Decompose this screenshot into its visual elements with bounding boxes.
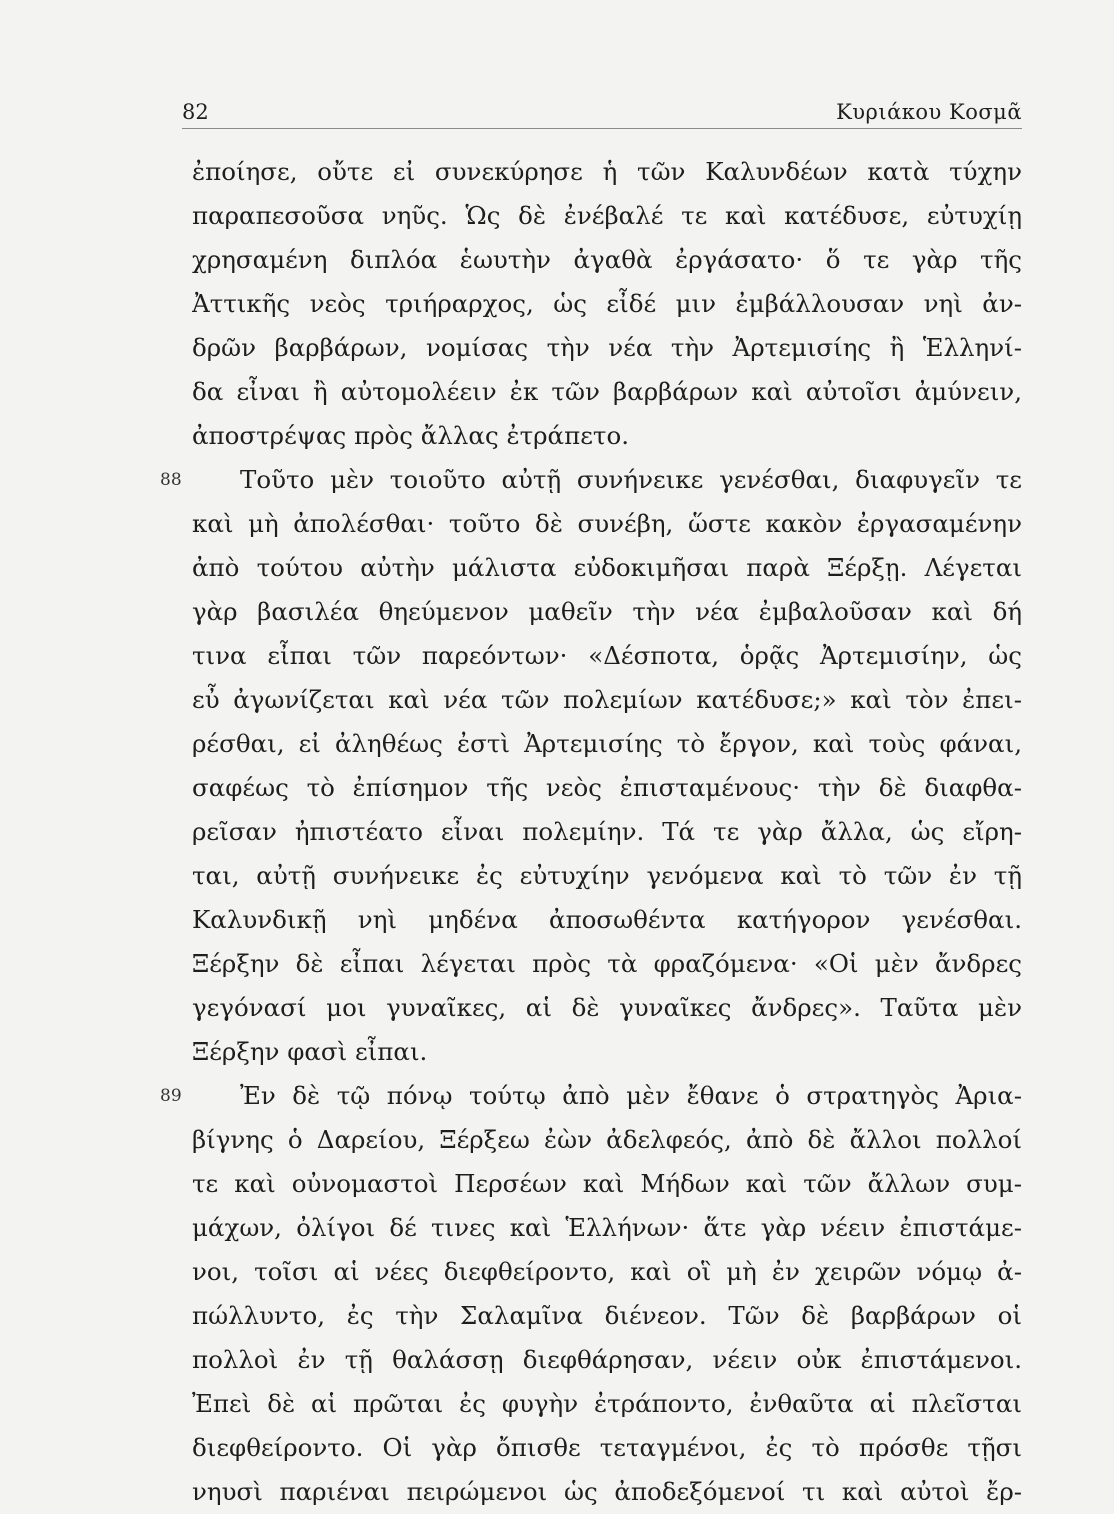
page-number: 82 [182, 100, 209, 124]
section-number: 89 [160, 1086, 182, 1106]
text-line: διεφθείροντο. Οἱ γὰρ ὄπισθε τεταγμένοι, ἐς τὸ πρόσθε τῇσι [192, 1433, 1022, 1462]
text-line: χρησαμένη διπλόα ἑωυτὴν ἀγαθὰ ἐργάσατο· ὅ τε γὰρ τῆς [192, 245, 1022, 274]
text-line: δα εἶναι ἢ αὐτομολέειν ἐκ τῶν βαρβάρων καὶ αὐτοῖσι ἀμύνειν, [192, 377, 1022, 406]
text-line: ἀπὸ τούτου αὐτὴν μάλιστα εὐδοκιμῆσαι παρὰ Ξέρξῃ. Λέγεται [192, 553, 1022, 582]
text-line: Ἐπεὶ δὲ αἱ πρῶται ἐς φυγὴν ἐτράποντο, ἐνθαῦτα αἱ πλεῖσται [192, 1389, 1022, 1418]
text-line: Ἀττικῆς νεὸς τριήραρχος, ὡς εἶδέ μιν ἐμβάλλουσαν νηὶ ἀν- [192, 289, 1022, 318]
text-line: γεγόνασί μοι γυναῖκες, αἱ δὲ γυναῖκες ἄνδρες». Ταῦτα μὲν [192, 993, 1022, 1022]
text-line: Τοῦτο μὲν τοιοῦτο αὐτῇ συνήνεικε γενέσθαι, διαφυγεῖν τε [240, 465, 1022, 494]
text-line: πώλλυντο, ἐς τὴν Σαλαμῖνα διένεον. Τῶν δὲ βαρβάρων οἱ [192, 1301, 1022, 1330]
text-line: καὶ μὴ ἀπολέσθαι· τοῦτο δὲ συνέβη, ὥστε κακὸν ἐργασαμένην [192, 509, 1022, 538]
text-line: σαφέως τὸ ἐπίσημον τῆς νεὸς ἐπισταμένους· τὴν δὲ διαφθα- [192, 773, 1022, 802]
text-line: ἐποίησε, οὔτε εἰ συνεκύρησε ἡ τῶν Καλυνδέων κατὰ τύχην [192, 157, 1022, 186]
text-line: μάχων, ὀλίγοι δέ τινες καὶ Ἑλλήνων· ἅτε γὰρ νέειν ἐπιστάμε- [192, 1213, 1022, 1242]
text-line: Καλυνδικῇ νηὶ μηδένα ἀποσωθέντα κατήγορον γενέσθαι. [192, 905, 1022, 934]
text-line: ται, αὐτῇ συνήνεικε ἐς εὐτυχίην γενόμενα καὶ τὸ τῶν ἐν τῇ [192, 861, 1022, 890]
body-text [160, 150, 1022, 1514]
page-header [182, 98, 1022, 129]
section-number: 88 [160, 470, 182, 490]
paragraph-continuation [192, 150, 1022, 458]
paragraph-89 [160, 1074, 1022, 1514]
text-line: Ξέρξην φασὶ εἶπαι. [192, 1037, 428, 1066]
text-line: ἀποστρέψας πρὸς ἄλλας ἐτράπετο. [192, 421, 629, 450]
text-line: ρεῖσαν ἠπιστέατο εἶναι πολεμίην. Τά τε γὰρ ἄλλα, ὡς εἴρη- [192, 817, 1022, 846]
text-line: τινα εἶπαι τῶν παρεόντων· «Δέσποτα, ὁρᾷς Ἀρτεμισίην, ὡς [192, 641, 1022, 670]
text-line: τε καὶ οὐνομαστοὶ Περσέων καὶ Μήδων καὶ τῶν ἄλλων συμ- [192, 1169, 1022, 1198]
paragraph-88 [160, 458, 1022, 1074]
text-line: ρέσθαι, εἰ ἀληθέως ἐστὶ Ἀρτεμισίης τὸ ἔργον, καὶ τοὺς φάναι, [192, 729, 1022, 758]
text-line: Ξέρξην δὲ εἶπαι λέγεται πρὸς τὰ φραζόμενα· «Οἱ μὲν ἄνδρες [192, 949, 1022, 978]
text-line: εὖ ἀγωνίζεται καὶ νέα τῶν πολεμίων κατέδυσε;» καὶ τὸν ἐπει- [192, 685, 1022, 714]
text-line: νηυσὶ παριέναι πειρώμενοι ὡς ἀποδεξόμενοί τι καὶ αὐτοὶ ἔρ- [192, 1477, 1022, 1506]
running-head: Κυριάκου Κοσμᾶ [836, 100, 1022, 124]
text-line: δρῶν βαρβάρων, νομίσας τὴν νέα τὴν Ἀρτεμισίης ἢ Ἑλληνί- [192, 333, 1022, 362]
text-line: γὰρ βασιλέα θηεύμενον μαθεῖν τὴν νέα ἐμβαλοῦσαν καὶ δή [192, 597, 1022, 626]
text-line: βίγνης ὁ Δαρείου, Ξέρξεω ἐὼν ἀδελφεός, ἀπὸ δὲ ἄλλοι πολλοί [192, 1125, 1022, 1154]
text-line: νοι, τοῖσι αἱ νέες διεφθείροντο, καὶ οἳ μὴ ἐν χειρῶν νόμῳ ἀ- [192, 1257, 1022, 1286]
text-line: Ἐν δὲ τῷ πόνῳ τούτῳ ἀπὸ μὲν ἔθανε ὁ στρατηγὸς Ἀρια- [240, 1081, 1022, 1110]
text-line: παραπεσοῦσα νηῦς. Ὡς δὲ ἐνέβαλέ τε καὶ κατέδυσε, εὐτυχίῃ [192, 201, 1022, 230]
text-line: πολλοὶ ἐν τῇ θαλάσσῃ διεφθάρησαν, νέειν οὐκ ἐπιστάμενοι. [192, 1345, 1022, 1374]
